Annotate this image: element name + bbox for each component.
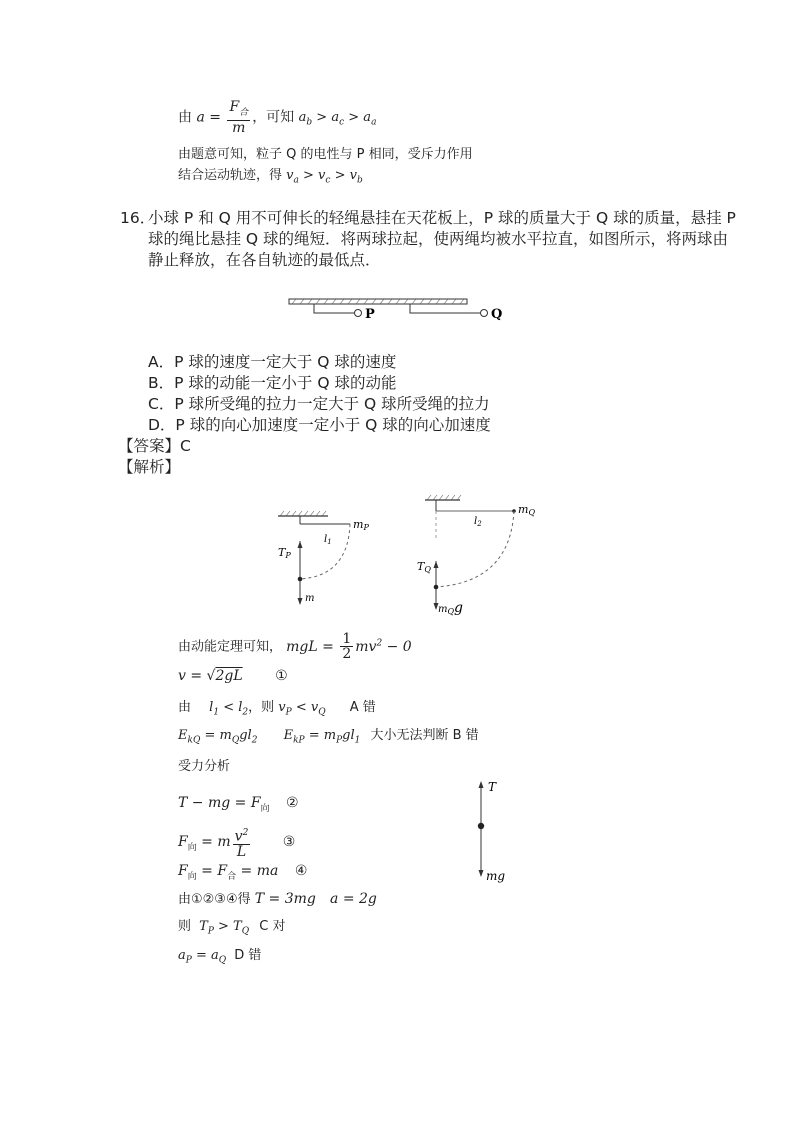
question-text-line-1: 小球 P 和 Q 用不可伸长的轻绳悬挂在天花板上，P 球的质量大于 Q 球的质量，悬挂 P: [148, 209, 736, 227]
top-line-1: 由 a = $\frac{F_合}{m}$ ，可知 $a_b > a_c > a_a$: [178, 99, 377, 136]
svg-text:l2: $l_2$: [474, 516, 482, 528]
rope-p: [314, 304, 354, 313]
svg-text:TP: TP: [278, 546, 291, 560]
compare-line: 由 $l_1 < l_2$，则 $v_P < v_Q$ A 错: [178, 700, 376, 718]
question-number: 16．: [120, 209, 156, 227]
rope-q: [410, 304, 480, 313]
answer: 【答案】C: [118, 437, 191, 455]
equation-2: T − mg = $F_向$ ②: [178, 795, 299, 814]
label-q: Q: [491, 307, 503, 322]
velocity-line: v = √2gL ①: [178, 668, 288, 684]
analysis-figure: [260, 486, 550, 616]
ball-q: [481, 310, 488, 317]
fbd-label-mg: mg: [486, 869, 506, 883]
svg-text:mQ: mQ: [518, 503, 535, 517]
svg-text:TQ: TQ: [417, 560, 431, 574]
question-text-line-2: 球的绳比悬挂 Q 球的绳短．将两球拉起，使两绳均被水平拉直，如图所示，将两球由: [148, 230, 729, 248]
energy-theorem-line: 由动能定理可知， mgL = $\frac{1}{2}$ $mv^2 - 0$: [178, 631, 412, 662]
ball-p: [355, 310, 362, 317]
top-line-3: 结合运动轨迹，得 $v_a > v_c > v_b$: [178, 168, 363, 186]
svg-text:mQg: $m_Qg$: [438, 600, 464, 616]
option-c: C．P 球所受绳的拉力一定大于 Q 球所受绳的拉力: [148, 395, 490, 413]
combine-line: 由①②③④得 T = 3mg a = 2g: [178, 891, 377, 907]
free-body-diagram: [460, 775, 520, 885]
acceleration-line: $a_P = a_Q$ D 错: [178, 948, 262, 966]
fbd-label-t: T: [488, 780, 497, 794]
kinetic-energy-line: $E_{kQ} = m_Qgl_2$ $E_{kP} = m_Pgl_1$ 大小无法判断 B 错: [178, 728, 479, 746]
fraction-f-over-m: $\frac{F_合}{m}$: [229, 99, 249, 136]
svg-text:l1: $l_1$: [324, 534, 332, 546]
equation-4: $F_向 = F_合$ = ma ④: [178, 863, 308, 882]
option-b: B．P 球的动能一定小于 Q 球的动能: [148, 374, 397, 392]
question-figure: [280, 290, 520, 330]
option-a: A．P 球的速度一定大于 Q 球的速度: [148, 353, 397, 371]
option-d: D．P 球的向心加速度一定小于 Q 球的向心加速度: [148, 416, 491, 434]
force-analysis-title: 受力分析: [178, 759, 231, 774]
top-line-2: 由题意可知，粒子 Q 的电性与 P 相同，受斥力作用: [178, 147, 473, 162]
label-p: P: [365, 307, 375, 322]
equation-3: $F_向 = m$ $\frac{v^2}{L}$ ③: [178, 828, 296, 860]
fbd-ball: [478, 823, 484, 829]
svg-text:m: m: [305, 593, 315, 604]
analysis-label: 【解析】: [118, 458, 181, 476]
tension-line: 则 $T_P > T_Q$ C 对: [178, 919, 286, 937]
question-text-line-3: 静止释放，在各自轨迹的最低点．: [148, 251, 381, 269]
svg-text:mP: mP: [353, 518, 369, 532]
